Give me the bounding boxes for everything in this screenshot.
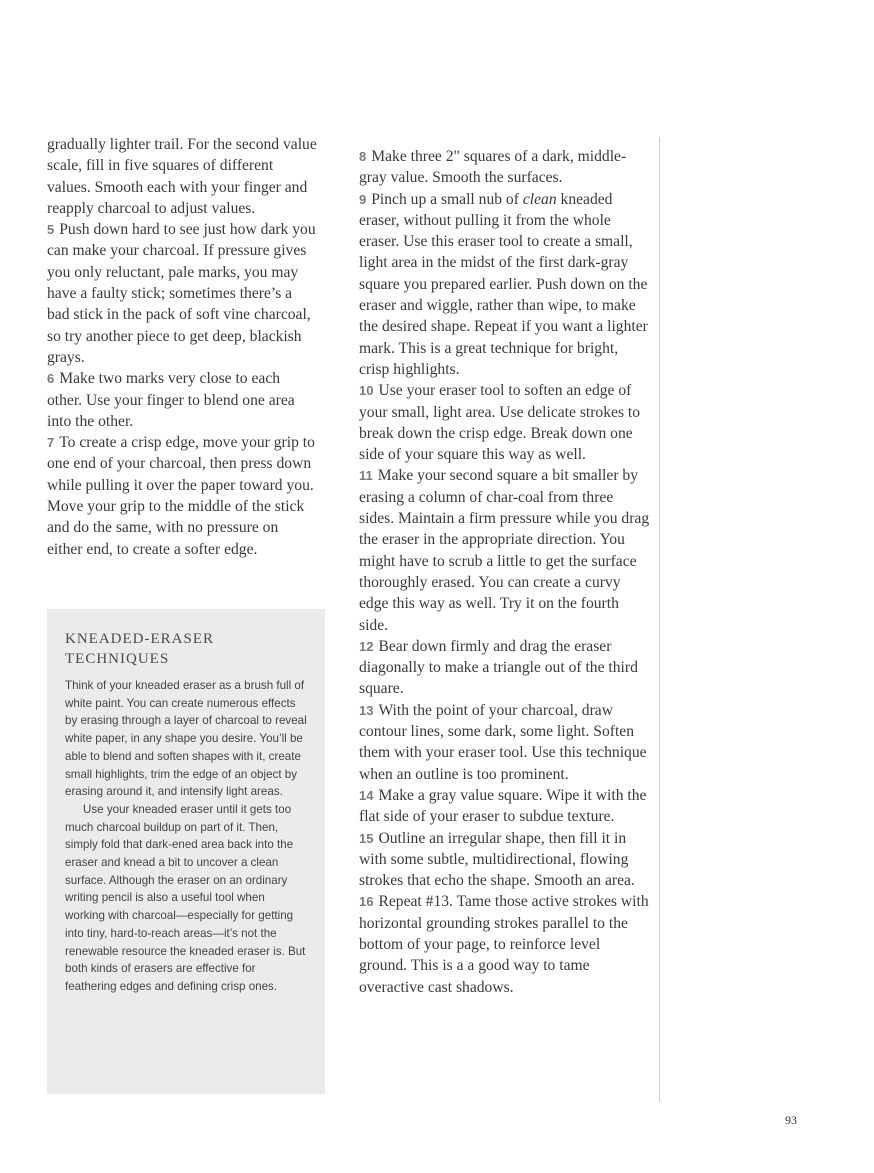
- step-number: 14: [359, 787, 374, 803]
- step-12: [359, 636, 651, 700]
- step-8: [359, 146, 651, 189]
- step-text-after: kneaded eraser, without pulling it from the whole eraser. Use this eraser tool to create a small, light area in the midst of the first dark-gray square you prepared earlier. Push down on the eraser and wiggle, rather than wipe, to make the desired shape. Repeat if you want a lighter mark. This is a great technique for bright, crisp highlights.: [359, 190, 648, 378]
- step-number: 13: [359, 702, 374, 718]
- left-column: [47, 134, 317, 560]
- step-9: [359, 189, 651, 381]
- sidebar-paragraph-2: Use your kneaded eraser until it gets too much charcoal buildup on part of it. Then, simply fold that dark-ened area back into the eraser and knead a bit to uncover a clean surface. Although the eraser on an ordinary writing pencil is also a useful tool when working with charcoal—especially for getting into tiny, hard-to-reach areas—it’s not the renewable resource the kneaded eraser is. But both kinds of erasers are effective for feathering edges and defining crisp ones.: [65, 802, 306, 993]
- step-14: [359, 785, 651, 828]
- step-text: Make a gray value square. Wipe it with the flat side of your eraser to subdue texture.: [359, 786, 647, 826]
- step-text: Use your eraser tool to soften an edge of your small, light area. Use delicate strokes to break down the crisp edge. Break down one side of your square this way as well.: [359, 382, 641, 464]
- sidebar-title: KNEADED-ERASER TECHNIQUES: [65, 631, 214, 667]
- step-7: [47, 432, 317, 560]
- step-number: 16: [359, 894, 374, 910]
- step-number: 5: [47, 222, 55, 238]
- right-column: [359, 146, 651, 998]
- step-16: [359, 891, 651, 997]
- kneaded-eraser-sidebar: [47, 609, 325, 1094]
- step-text-italic: clean: [522, 190, 557, 208]
- step-text: Push down hard to see just how dark you can make your charcoal. If pressure gives you only reluctant, pale marks, you may have a faulty stick; sometimes there’s a bad stick in the pack of soft vine charcoal, so try another piece to get deep, blackish grays.: [47, 221, 316, 366]
- step-text: To create a crisp edge, move your grip to one end of your charcoal, then press down while pulling it over the paper toward you. Move your grip to the middle of the stick and do the same, with no pressure on either end, to create a softer edge.: [47, 434, 315, 558]
- step-5: [47, 219, 317, 368]
- step-number: 12: [359, 638, 374, 654]
- column-divider: [659, 137, 660, 1102]
- step-15: [359, 828, 651, 892]
- step-number: 7: [47, 435, 55, 451]
- step-11: [359, 465, 651, 635]
- step-text: Make two marks very close to each other. Use your finger to blend one area into the other.: [47, 370, 295, 430]
- step-number: 9: [359, 191, 367, 207]
- step-text: Make your second square a bit smaller by erasing a column of char-coal from three sides. Maintain a firm pressure while you drag the eraser in the appropriate direction. You might have to scrub a little to get the surface thoroughly erased. You can create a curvy edge this way as well. Try it on the fourth side.: [359, 467, 650, 634]
- step-number: 6: [47, 371, 55, 387]
- step-text: With the point of your charcoal, draw contour lines, some dark, some light. Soften them with your eraser tool. Use this technique when an outline is too prominent.: [359, 701, 647, 783]
- step-10: [359, 380, 651, 465]
- step-text: Bear down firmly and drag the eraser diagonally to make a triangle out of the third square.: [359, 637, 638, 698]
- step-number: 15: [359, 830, 374, 846]
- intro-paragraph: gradually lighter trail. For the second value scale, fill in five squares of different values. Smooth each with your finger and reapply charcoal to adjust values.: [47, 136, 317, 217]
- step-text-before: Pinch up a small nub of: [371, 190, 519, 208]
- step-number: 8: [359, 149, 367, 164]
- step-text: Make three 2" squares of a dark, middle-gray value. Smooth the surfaces.: [359, 148, 627, 187]
- page-number: 93: [785, 1113, 797, 1127]
- step-number: 11: [359, 468, 373, 484]
- step-text: Outline an irregular shape, then fill it in with some subtle, multidirectional, flowing strokes that echo the shape. Smooth an area.: [359, 829, 635, 890]
- step-number: 10: [359, 383, 374, 399]
- step-6: [47, 368, 317, 432]
- step-text: Repeat #13. Tame those active strokes with horizontal grounding strokes parallel to the bottom of your page, to reinforce level ground. This is a a good way to tame overactive cast shadows.: [359, 893, 649, 996]
- step-13: [359, 700, 651, 785]
- sidebar-paragraph-1: Think of your kneaded eraser as a brush full of white paint. You can create numerous effects by erasing through a layer of charcoal to reveal white paper, in any shape you desire. You’ll be able to blend and soften shapes with it, create small highlights, trim the edge of an object by erasing around it, and intensify light areas.: [65, 679, 307, 799]
